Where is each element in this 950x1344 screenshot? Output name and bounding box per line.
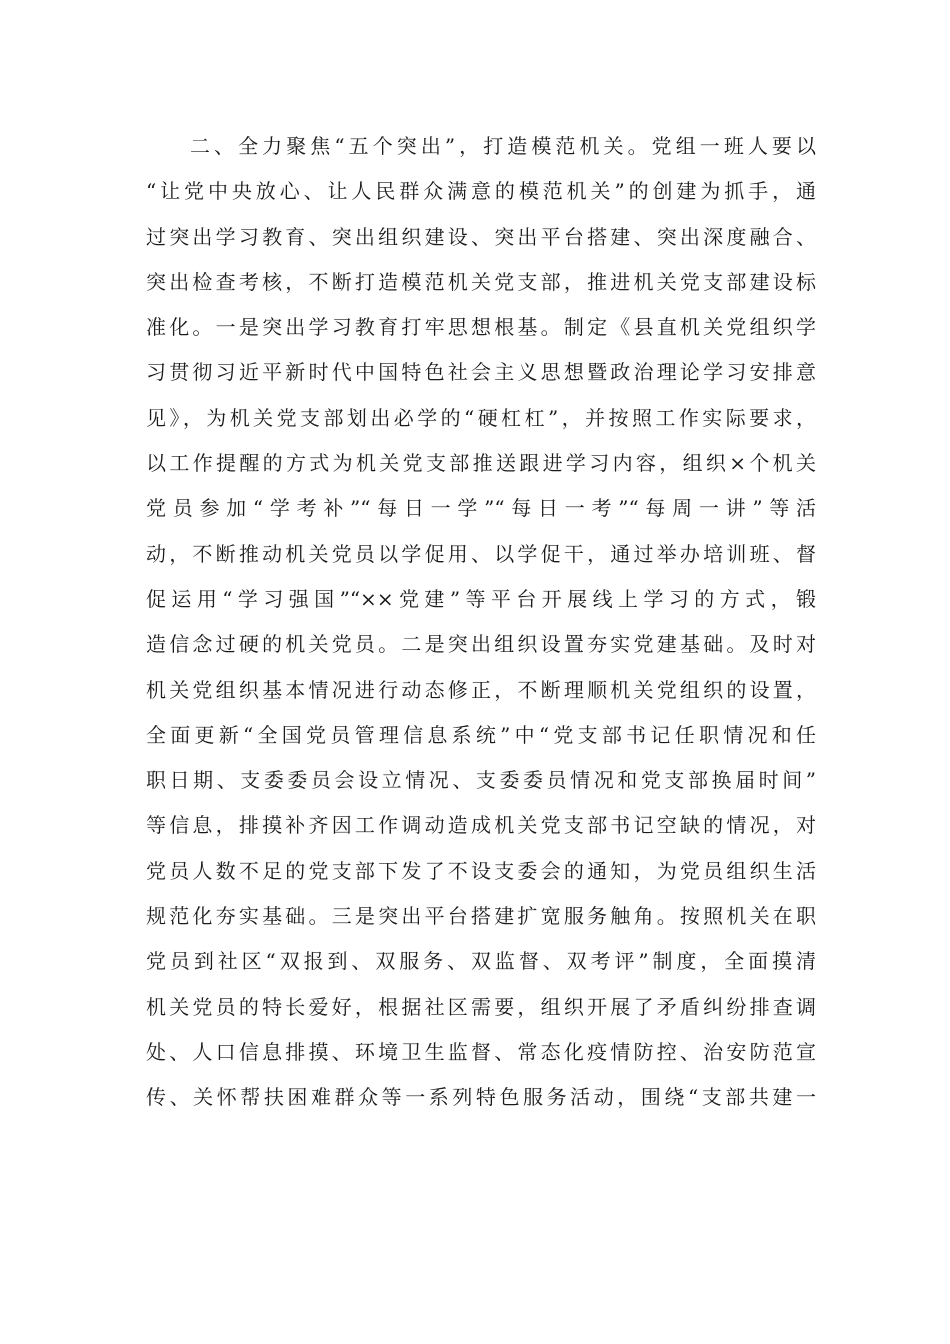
paragraph-line: 党员到社区“双报到、双服务、双监督、双考评”制度，全面摸清 bbox=[146, 949, 816, 974]
paragraph-line: 动，不断推动机关党员以学促用、以学促干，通过举办培训班、督 bbox=[146, 541, 816, 566]
paragraph-line: 促运用“学习强国”“××党建”等平台开展线上学习的方式，锻 bbox=[146, 586, 816, 611]
paragraph-line: 以工作提醒的方式为机关党支部推送跟进学习内容，组织×个机关 bbox=[146, 451, 816, 476]
paragraph-line: 党员人数不足的党支部下发了不设支委会的通知，为党员组织生活 bbox=[146, 858, 816, 883]
paragraph-line: 过突出学习教育、突出组织建设、突出平台搭建、突出深度融合、 bbox=[146, 224, 816, 249]
paragraph-line: 规范化夯实基础。三是突出平台搭建扩宽服务触角。按照机关在职 bbox=[146, 904, 816, 929]
paragraph-line: 二、全力聚焦“五个突出”，打造模范机关。党组一班人要以 bbox=[190, 134, 816, 158]
paragraph-line: 准化。一是突出学习教育打牢思想根基。制定《县直机关党组织学 bbox=[146, 315, 816, 340]
paragraph-line: 见》，为机关党支部划出必学的“硬杠杠”，并按照工作实际要求， bbox=[146, 405, 816, 430]
paragraph-line: 习贯彻习近平新时代中国特色社会主义思想暨政治理论学习安排意 bbox=[146, 360, 816, 385]
paragraph-line: 党员参加“学考补”“每日一学”“每日一考”“每周一讲”等活 bbox=[146, 496, 816, 521]
paragraph-line: 处、人口信息排摸、环境卫生监督、常态化疫情防控、治安防范宣 bbox=[146, 1039, 816, 1064]
paragraph-line: 传、关怀帮扶困难群众等一系列特色服务活动，围绕“支部共建一 bbox=[146, 1085, 816, 1110]
paragraph-line: 职日期、支委委员会设立情况、支委委员情况和党支部换届时间” bbox=[146, 768, 816, 793]
paragraph-line: 机关党组织基本情况进行动态修正，不断理顺机关党组织的设置， bbox=[146, 677, 816, 702]
paragraph-line: 等信息，排摸补齐因工作调动造成机关党支部书记空缺的情况，对 bbox=[146, 813, 816, 838]
paragraph-line: 全面更新“全国党员管理信息系统”中“党支部书记任职情况和任 bbox=[146, 722, 816, 747]
paragraph-line: 机关党员的特长爱好，根据社区需要，组织开展了矛盾纠纷排查调 bbox=[146, 994, 816, 1019]
paragraph-line: 造信念过硬的机关党员。二是突出组织设置夯实党建基础。及时对 bbox=[146, 632, 816, 657]
paragraph-line: 突出检查考核，不断打造模范机关党支部，推进机关党支部建设标 bbox=[146, 269, 816, 294]
document-body bbox=[146, 124, 816, 1121]
paragraph-line: “让党中央放心、让人民群众满意的模范机关”的创建为抓手，通 bbox=[146, 179, 816, 204]
